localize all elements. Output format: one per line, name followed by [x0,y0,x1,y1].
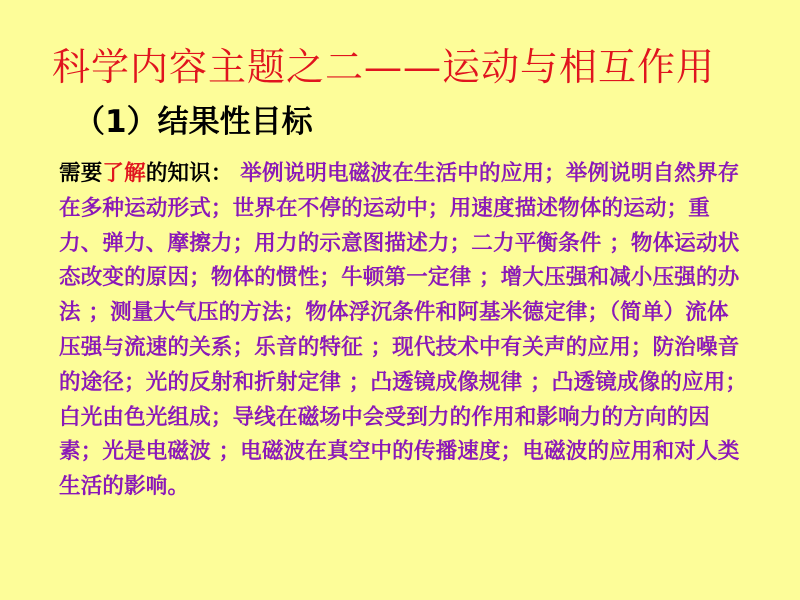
slide-body [59,157,749,505]
slide-title: 科学内容主题之二——运动与相互作用 [52,45,716,89]
knowledge-label-suffix: 的知识： [145,161,233,186]
knowledge-content: 举例说明电磁波在生活中的应用；举例说明自然界存在多种运动形式；世界在不停的运动中；用速度描述物体的运动；重力、弹力、摩擦力；用力的示意图描述力；二力平衡条件 ；物体运动状态改变的原因；物体的惯性；牛顿第一定律 ；增大压强和减小压强的办法 ；测量大气压的方法；物体浮沉条件和阿基米德定律；（简单）流体压强与流速的关系；乐音的特征 ；现代技术中有关声的应用；防治噪音的途径；光的反射和折射定律 ；凸透镜成像规律 ；凸透镜成像的应用；白光由色光组成；导线在磁场中会受到力的作用和影响力的方向的因素；光是电磁波 ；电磁波在真空中的传播速度；电磁波的应用和对人类生活的影响。 [59,161,748,500]
knowledge-label-highlight: 了解 [102,161,146,186]
knowledge-label-prefix: 需要 [59,161,103,186]
slide-subtitle: （1）结果性目标 [74,104,313,140]
